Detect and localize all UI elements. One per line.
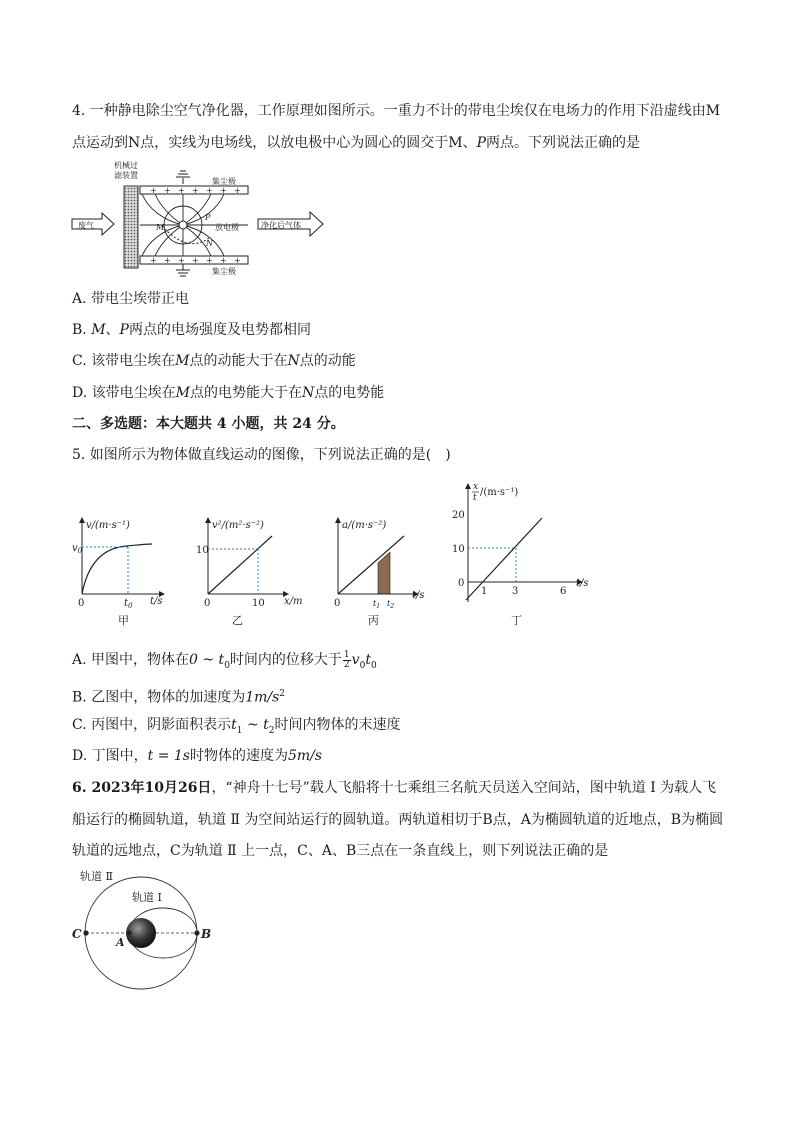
yi-x10: 10 [252, 598, 265, 609]
bing-caption: 丙 [368, 614, 379, 627]
point-p-label: P [205, 213, 211, 222]
yi-caption: 乙 [232, 614, 243, 627]
q6-stem-line3: 轨道的远地点，C为轨道 Ⅱ 上一点，C、A、B三点在一条直线上，则下列说法正确的是 [72, 843, 609, 859]
bing-shaded-area [378, 552, 390, 594]
svg-text:t0: $t_0$ [124, 598, 133, 610]
ding-ylabel-den: t [473, 493, 477, 503]
ding-y20: 20 [452, 510, 465, 521]
graph-ding [446, 478, 596, 630]
orbit-1-label: 轨道 Ⅰ [132, 891, 162, 904]
plate-plus-sign: + [164, 256, 171, 265]
yi-xlabel: x/m [284, 596, 303, 607]
plate-plus-sign: + [206, 186, 213, 195]
q4-stem-line1: 4. 一种静电除尘空气净化器，工作原理如图所示。一重力不计的带电尘埃仅在电场力的作用下沿虚线由M [72, 103, 721, 119]
filter-label-1: 机械过 [114, 161, 138, 170]
bing-ylabel: a/(m·s⁻²) [342, 520, 387, 531]
ding-x3: 3 [512, 586, 519, 597]
inlet-label: 废气 [78, 221, 94, 230]
point-m-label: M [156, 223, 165, 232]
ding-y10: 10 [452, 544, 465, 555]
jia-ylabel: v/(m·s⁻¹) [86, 520, 130, 531]
filter-label-2: 滤装置 [114, 171, 138, 180]
jia-origin: 0 [78, 598, 85, 609]
q5-option-b: B. 乙图中，物体的加速度为$1m/s^2$ [72, 689, 286, 706]
graph-yi [196, 514, 312, 630]
bing-t1: t [373, 599, 377, 608]
plate-plus-sign: + [234, 256, 241, 265]
outlet-label: 净化后气体 [261, 221, 301, 230]
bing-t2: t [387, 599, 391, 608]
q6-stem-line2: 船运行的椭圆轨道，轨道 Ⅱ 为空间站运行的圆轨道。两轨道相切于B点，A为椭圆轨道的近地点，B为椭圆 [72, 812, 724, 828]
plate-plus-sign: + [150, 186, 157, 195]
fraction-one-half: $\frac{1}{2}$ [343, 649, 350, 670]
ding-x1: 1 [481, 586, 488, 597]
yi-origin: 0 [204, 598, 211, 609]
bing-origin: 0 [334, 598, 341, 609]
q5-stem: 5. 如图所示为物体做直线运动的图像，下列说法正确的是( ) [72, 447, 451, 463]
q4-figure-purifier [70, 160, 340, 282]
graph-jia [72, 514, 176, 630]
point-b-label: B [201, 927, 212, 941]
q5-option-d: D. 丁图中，t = 1s时物体的速度为5m/s [72, 748, 323, 764]
q4-option-a: A. 带电尘埃带正电 [72, 291, 190, 307]
q4-stem-line2: 点运动到N点，实线为电场线，以放电极中心为圆心的圆交于M、P两点。下列说法正确的是 [72, 135, 641, 151]
q6-figure-orbits [68, 866, 228, 998]
ding-y0: 0 [458, 578, 465, 589]
jia-xlabel: t/s [150, 596, 163, 607]
q4-option-b: B. M、P两点的电场强度及电势都相同 [72, 322, 311, 338]
ding-x6: 6 [560, 586, 567, 597]
collector-top-label: 集尘极 [212, 177, 236, 186]
section2-title: 二、多选题：本大题共 4 小题，共 24 分。 [72, 416, 345, 432]
ding-ylabel-unit: /(m·s⁻¹) [480, 487, 519, 498]
orbit-2-label: 轨道 Ⅱ [80, 870, 113, 883]
point-c-label: C [72, 927, 82, 941]
graph-bing [328, 514, 438, 630]
jia-v0: v [72, 543, 78, 554]
yi-y10: 10 [196, 545, 209, 556]
point-a-label: A [116, 936, 125, 949]
q5-option-a: A. 甲图中，物体在0 ~ $t_0$时间内的位移大于 $\frac{1}{2}$ $v_0t_0$ [72, 649, 377, 671]
plate-plus-sign: + [192, 186, 199, 195]
plate-plus-sign: + [220, 256, 227, 265]
filter-block [124, 186, 138, 268]
ding-xlabel: t/s [576, 578, 589, 589]
jia-t0: t [124, 598, 129, 609]
yi-ylabel: v²/(m²·s⁻²) [212, 520, 264, 531]
collector-bottom-label: 集尘极 [212, 267, 236, 276]
plate-plus-sign: + [234, 186, 241, 195]
svg-text:t2: $t_2$ [387, 599, 395, 610]
point-n-label: N [206, 239, 213, 248]
q4-option-c: C. 该带电尘埃在M点的动能大于在N点的动能 [72, 353, 356, 369]
q5-option-c: C. 丙图中，阴影面积表示$t_1$ ~ $t_2$时间内物体的末速度 [72, 717, 401, 736]
q4-option-d: D. 该带电尘埃在M点的电势能大于在N点的电势能 [72, 385, 385, 401]
ding-caption: 丁 [511, 614, 522, 627]
bing-xlabel: t/s [412, 590, 425, 601]
plate-plus-sign: + [178, 186, 185, 195]
ding-ylabel-num: x [473, 482, 479, 492]
plate-plus-sign: + [206, 256, 213, 265]
svg-text:t1: $t_1$ [373, 599, 381, 610]
plate-plus-sign: + [192, 256, 199, 265]
plate-plus-sign: + [164, 186, 171, 195]
discharge-electrode [179, 221, 187, 229]
discharge-label: 放电极 [215, 223, 239, 232]
jia-caption: 甲 [118, 614, 129, 627]
plate-plus-sign: + [220, 186, 227, 195]
plate-plus-sign: + [178, 256, 185, 265]
svg-text:v0: $v_0$ [72, 543, 83, 555]
plate-plus-sign: + [150, 256, 157, 265]
q6-stem-line1: 6. 2023年10月26日，“神舟十七号”载人飞船将十七乘组三名航天员送入空间站，图中轨道 Ⅰ 为载人飞 [72, 780, 717, 796]
